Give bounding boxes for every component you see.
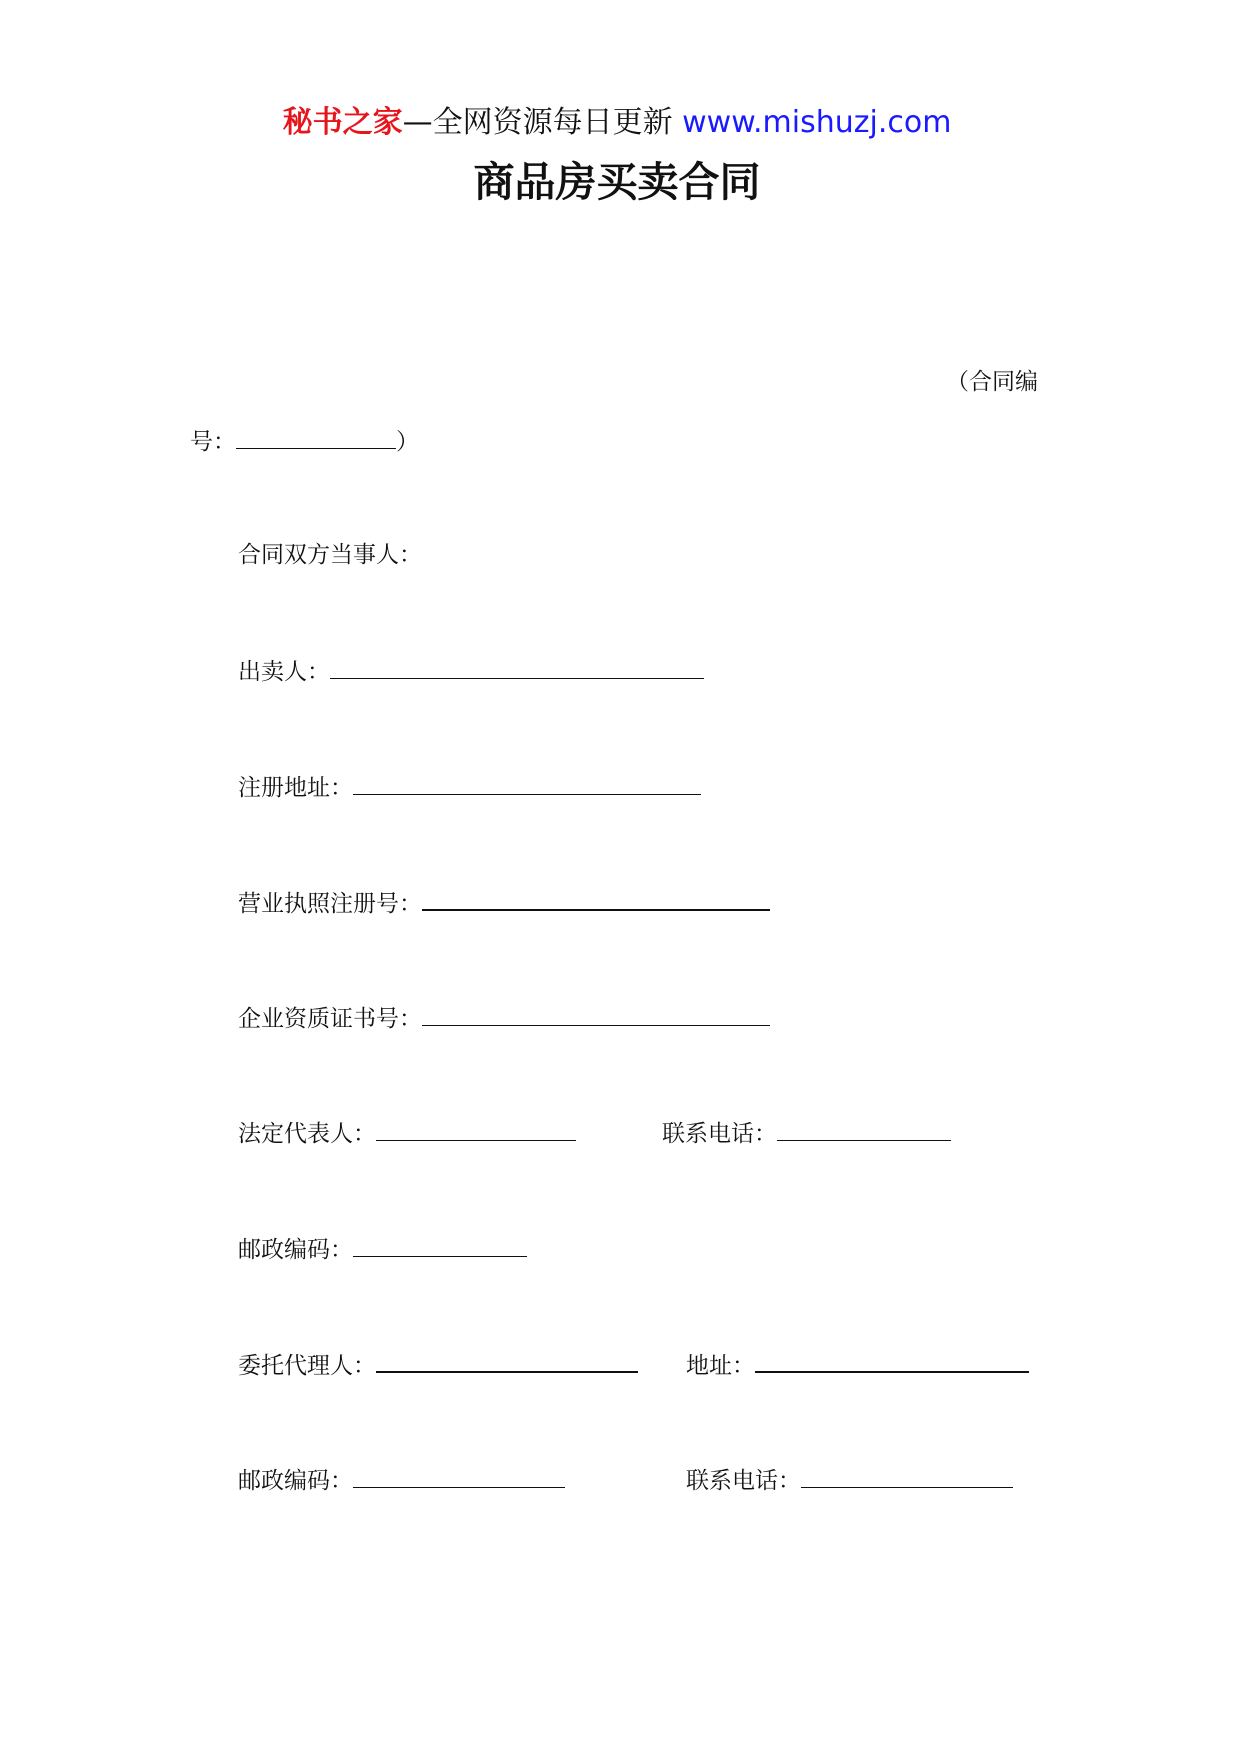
- brand-name: 秘书之家: [282, 105, 403, 140]
- document-title: 商品房买卖合同: [473, 158, 761, 206]
- postal-code-2-blank[interactable]: [353, 1463, 565, 1488]
- postal-code-1-label: 邮政编码：: [238, 1237, 353, 1263]
- agent-blank[interactable]: [376, 1347, 638, 1373]
- postal-code-1-blank[interactable]: [353, 1232, 527, 1257]
- contract-number-blank[interactable]: [236, 424, 396, 449]
- contract-number-prefix-text: （合同编: [946, 369, 1038, 395]
- site-url[interactable]: www.mishuzj.com: [682, 105, 952, 140]
- registered-address-blank[interactable]: [353, 770, 701, 795]
- contract-number-label: 号：: [190, 429, 236, 455]
- seller-label: 出卖人：: [238, 659, 330, 685]
- address-label: 地址：: [686, 1353, 755, 1379]
- qualification-cert-label: 企业资质证书号：: [238, 1006, 422, 1032]
- postal-code-2-label: 邮政编码：: [238, 1468, 353, 1494]
- phone-2-line: [686, 1463, 1013, 1497]
- qualification-cert-blank[interactable]: [422, 1001, 770, 1026]
- registered-address-label: 注册地址：: [238, 775, 353, 801]
- phone-1-blank[interactable]: [777, 1116, 951, 1141]
- agent-line: [238, 1347, 638, 1382]
- address-blank[interactable]: [755, 1347, 1029, 1373]
- banner-slogan: —全网资源每日更新: [402, 105, 683, 140]
- business-license-blank[interactable]: [422, 885, 770, 911]
- legal-rep-blank[interactable]: [376, 1116, 576, 1141]
- address-line: [686, 1347, 1029, 1382]
- phone-1-line: [662, 1116, 951, 1150]
- parties-heading: 合同双方当事人：: [238, 542, 422, 568]
- phone-1-label: 联系电话：: [662, 1121, 777, 1147]
- seller-blank[interactable]: [330, 654, 704, 679]
- phone-2-label: 联系电话：: [686, 1468, 801, 1494]
- legal-rep-label: 法定代表人：: [238, 1121, 376, 1147]
- postal-code-1-line: [238, 1232, 527, 1266]
- contract-number-line: [190, 424, 419, 458]
- seller-line: [238, 654, 704, 688]
- contract-number-prefix: [946, 366, 1038, 398]
- contract-number-suffix: ）: [396, 429, 419, 455]
- phone-2-blank[interactable]: [801, 1463, 1013, 1488]
- site-banner: [0, 103, 1234, 143]
- postal-code-2-line: [238, 1463, 565, 1497]
- business-license-line: [238, 885, 770, 920]
- agent-label: 委托代理人：: [238, 1353, 376, 1379]
- legal-rep-line: [238, 1116, 576, 1150]
- qualification-cert-line: [238, 1001, 770, 1035]
- business-license-label: 营业执照注册号：: [238, 891, 422, 917]
- registered-address-line: [238, 770, 701, 804]
